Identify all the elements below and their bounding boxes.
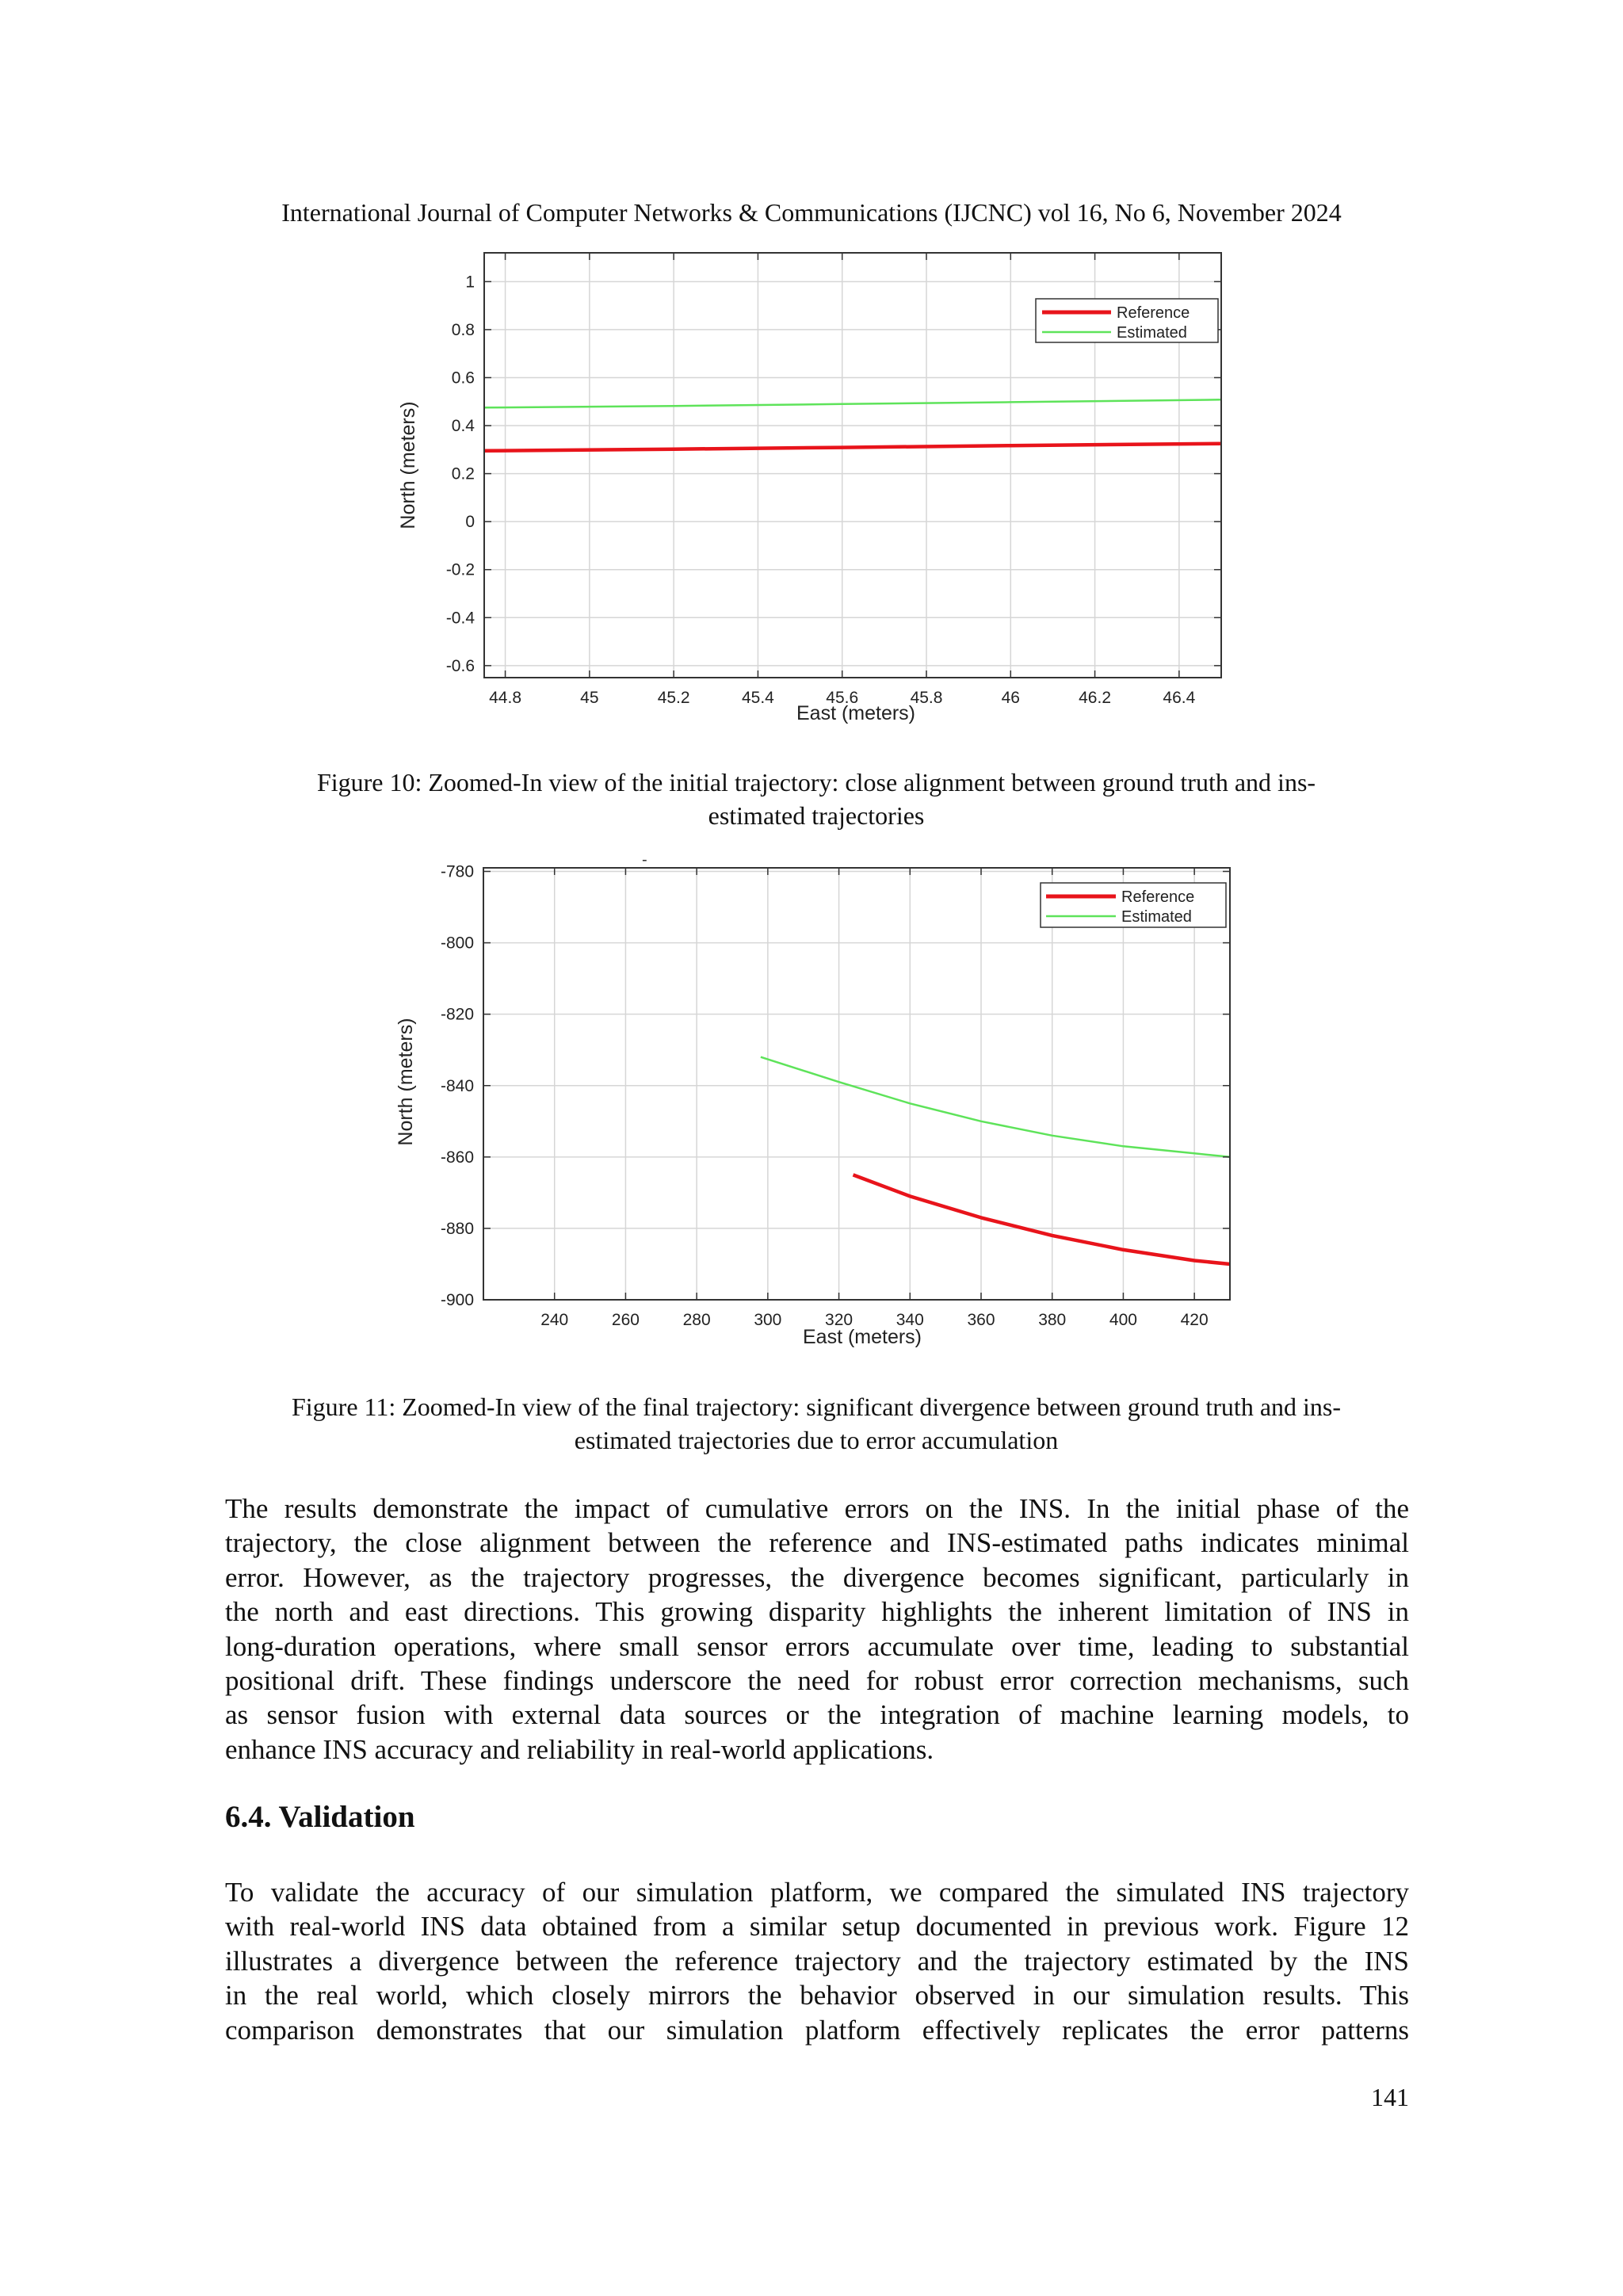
x-tick-label: 45.4 <box>741 689 774 707</box>
x-tick-label: 45 <box>580 689 599 707</box>
y-tick-label: -900 <box>440 1291 474 1309</box>
figure-10-caption <box>238 766 1395 832</box>
text-line: as sensor fusion with external data sources or the integration of machine learning models, to <box>225 1699 1409 1731</box>
legend-estimated-label: Estimated <box>1121 908 1192 926</box>
caption-line: estimated trajectories due to error accumulation <box>574 1426 1059 1454</box>
caption-line: estimated trajectories <box>708 801 925 830</box>
x-tick-label: 320 <box>825 1311 854 1329</box>
y-tick-label: -820 <box>440 1005 474 1024</box>
text-line: illustrates a divergence between the reference trajectory and the trajectory estimated by the INS <box>225 1945 1409 1977</box>
y-tick-label: 1 <box>465 273 475 292</box>
y-tick-label: 0.4 <box>451 417 475 436</box>
y-tick-label: -860 <box>440 1148 474 1167</box>
x-tick-label: 46.2 <box>1079 689 1112 707</box>
y-tick-label: 0.8 <box>451 320 475 339</box>
text-line: The results demonstrate the impact of cumulative errors on the INS. In the initial phase of the <box>225 1493 1409 1524</box>
x-tick-label: 340 <box>896 1311 924 1329</box>
journal-header: International Journal of Computer Networks & Communications (IJCNC) vol 16, No 6, November 2024 <box>281 198 1342 227</box>
text-line: trajectory, the close alignment between the reference and INS-estimated paths indicates minimal <box>225 1527 1409 1559</box>
y-tick-label: -800 <box>440 934 474 953</box>
text-line: To validate the accuracy of our simulation platform, we compared the simulated INS trajectory <box>225 1877 1409 1908</box>
caption-line: Figure 11: Zoomed-In view of the final trajectory: significant divergence between ground truth and ins- <box>291 1392 1342 1421</box>
caption-line: Figure 10: Zoomed-In view of the initial trajectory: close alignment between ground truth and ins- <box>316 768 1316 797</box>
text-line: with real-world INS data obtained from a similar setup documented in previous work. Figure 12 <box>225 1911 1409 1943</box>
section-heading: 6.4. Validation <box>225 1800 415 1834</box>
x-tick-label: 420 <box>1180 1311 1209 1329</box>
y-tick-label: -0.6 <box>445 656 475 675</box>
x-tick-label: 260 <box>611 1311 640 1329</box>
text-line: in the real world, which closely mirrors the behavior observed in our simulation results. This <box>225 1980 1409 2011</box>
y-tick-label: -0.4 <box>445 609 475 628</box>
figure-10-chart <box>380 238 1260 745</box>
figure-11-caption <box>238 1390 1395 1457</box>
x-tick-label: 280 <box>682 1311 711 1329</box>
paragraph-validation <box>225 1875 1409 2047</box>
y-tick-label: 0.6 <box>451 369 475 388</box>
x-tick-label: 300 <box>754 1311 782 1329</box>
x-axis-label: East (meters) <box>802 1326 922 1348</box>
x-tick-label: 400 <box>1109 1311 1137 1329</box>
y-tick-label: 0 <box>465 513 475 532</box>
legend-reference-label: Reference <box>1121 888 1195 906</box>
y-tick-label: -780 <box>440 862 474 881</box>
x-tick-label: 46 <box>1001 689 1020 707</box>
figure-11-chart <box>380 852 1260 1367</box>
y-tick-label: -0.2 <box>445 560 475 579</box>
text-line: positional drift. These findings underscore the need for robust error correction mechanisms, such <box>225 1665 1409 1697</box>
legend <box>1036 299 1218 342</box>
y-tick-label: -840 <box>440 1076 474 1095</box>
x-tick-label: 360 <box>967 1311 995 1329</box>
paragraph-results <box>225 1492 1409 1767</box>
x-tick-label: 45.8 <box>910 689 943 707</box>
x-tick-label: 45.2 <box>657 689 690 707</box>
text-line: error. However, as the trajectory progresses, the divergence becomes significant, particularly in <box>225 1561 1409 1593</box>
y-tick-label: -880 <box>440 1219 474 1238</box>
x-tick-label: 46.4 <box>1163 689 1196 707</box>
legend-reference-label: Reference <box>1117 304 1190 322</box>
text-line: enhance INS accuracy and reliability in real-world applications. <box>225 1733 934 1765</box>
y-tick-label: 0.2 <box>451 464 475 483</box>
text-line: long-duration operations, where small sensor errors accumulate over time, leading to substantial <box>225 1630 1409 1662</box>
y-axis-label: North (meters) <box>395 1018 417 1146</box>
stray-mark: - <box>642 852 647 869</box>
legend-estimated-label: Estimated <box>1117 324 1187 342</box>
text-line: the north and east directions. This growing disparity highlights the inherent limitation of INS in <box>225 1596 1409 1628</box>
x-tick-label: 240 <box>540 1311 569 1329</box>
page-number: 141 <box>1371 2083 1409 2111</box>
y-axis-label: North (meters) <box>397 401 419 529</box>
x-tick-label: 380 <box>1038 1311 1067 1329</box>
x-axis-label: East (meters) <box>796 702 916 724</box>
x-tick-label: 44.8 <box>489 689 522 707</box>
x-tick-label: 45.6 <box>826 689 859 707</box>
legend <box>1041 883 1226 927</box>
text-line: comparison demonstrates that our simulation platform effectively replicates the error patterns <box>225 2014 1409 2046</box>
